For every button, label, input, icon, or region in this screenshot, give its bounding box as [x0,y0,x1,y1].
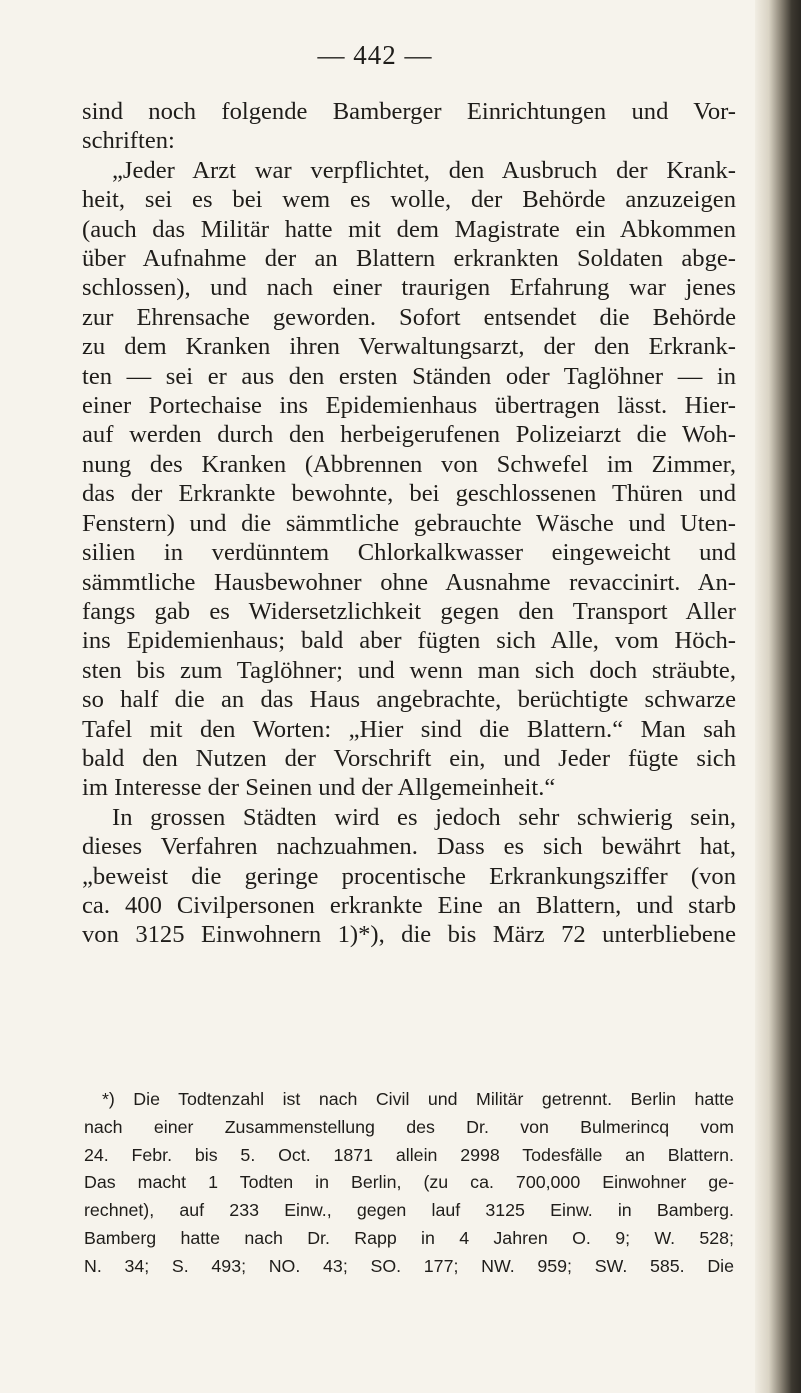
footnote-line: rechnet), auf 233 Einw., gegen lauf 3125 Einw. in Bamberg. [84,1200,734,1221]
text-line: zur Ehrensache geworden. Sofort entsendet die Behörde [82,303,736,331]
text-line: fangs gab es Widersetzlichkeit gegen den Transport Aller [82,597,736,625]
text-line: sten bis zum Taglöhner; und wenn man sich doch sträubte, [82,656,736,684]
text-line: schriften: [82,127,175,155]
text-line: schlossen), und nach einer traurigen Erfahrung war jenes [82,274,736,302]
book-spine-shadow [755,0,801,1393]
text-line: ca. 400 Civilpersonen erkrankte Eine an Blattern, und starb [82,891,736,919]
footnote-line: 24. Febr. bis 5. Oct. 1871 allein 2998 Todesfälle an Blattern. [84,1144,734,1165]
text-line: ten — sei er aus den ersten Ständen oder Taglöhner — in [82,362,736,390]
text-line: sämmtliche Hausbewohner ohne Ausnahme revaccinirt. An- [82,568,736,596]
text-line: Tafel mit den Worten: „Hier sind die Blattern.“ Man sah [82,715,736,743]
text-line: „beweist die geringe procentische Erkrankungsziffer (von [82,862,736,890]
text-line: das der Erkrankte bewohnte, bei geschlossenen Thüren und [82,480,736,508]
footnote-line: *) Die Todtenzahl ist nach Civil und Militär getrennt. Berlin hatte [102,1089,734,1109]
footnote [84,1086,734,1281]
text-line: silien in verdünntem Chlorkalkwasser eingeweicht und [82,539,736,567]
text-line: In grossen Städten wird es jedoch sehr schwierig sein, [112,803,736,831]
footnote-line: Bamberg hatte nach Dr. Rapp in 4 Jahren O. 9; W. 528; [84,1227,734,1248]
footnote-line: nach einer Zusammenstellung des Dr. von Bulmerincq vom [84,1116,734,1137]
text-line: über Aufnahme der an Blattern erkrankten Soldaten abge- [82,245,736,273]
text-line: dieses Verfahren nachzuahmen. Dass es sich bewährt hat, [82,833,736,861]
text-line: von 3125 Einwohnern 1)*), die bis März 72 unterbliebene [82,921,736,949]
text-line: so half die an das Haus angebrachte, berüchtigte schwarze [82,686,736,714]
text-line: bald den Nutzen der Vorschrift ein, und Jeder fügte sich [82,744,736,772]
text-line: heit, sei es bei wem es wolle, der Behörde anzuzeigen [82,186,736,214]
text-line: einer Portechaise ins Epidemienhaus übertragen lässt. Hier- [82,392,736,420]
text-line: sind noch folgende Bamberger Einrichtungen und Vor- [82,98,736,125]
text-line: im Interesse der Seinen und der Allgemeinheit.“ [82,774,556,802]
footnote-line: N. 34; S. 493; NO. 43; SO. 177; NW. 959; SW. 585. Die [84,1255,734,1276]
text-line: zu dem Kranken ihren Verwaltungsarzt, der den Erkrank- [82,333,736,361]
main-text [82,97,736,950]
text-line: (auch das Militär hatte mit dem Magistrate ein Abkommen [82,215,736,243]
page-number: — 442 — [317,40,433,70]
text-line: Fenstern) und die sämmtliche gebrauchte Wäsche und Uten- [82,509,736,537]
text-line: „Jeder Arzt war verpflichtet, den Ausbruch der Krank- [112,156,736,184]
text-line: ins Epidemienhaus; bald aber fügten sich Alle, vom Höch- [82,627,736,655]
text-line: auf werden durch den herbeigerufenen Polizeiarzt die Woh- [82,421,736,449]
footnote-line: Das macht 1 Todten in Berlin, (zu ca. 700,000 Einwohner ge- [84,1172,734,1193]
text-line: nung des Kranken (Abbrennen von Schwefel im Zimmer, [82,450,736,478]
